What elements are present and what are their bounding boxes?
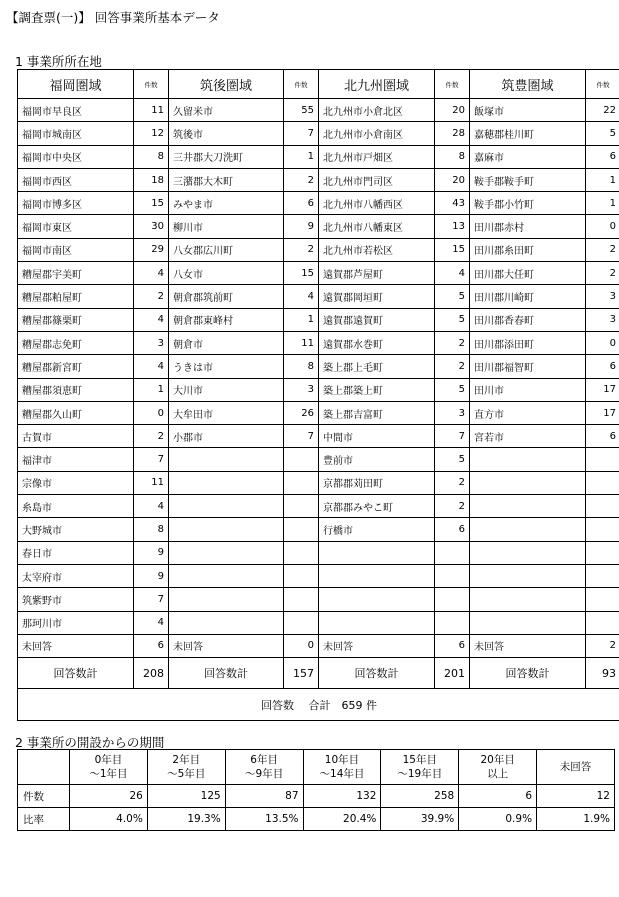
municipality-count: 3: [435, 401, 470, 424]
municipality-name: 未回答: [169, 634, 284, 657]
municipality-name: 朝倉市: [169, 331, 284, 354]
period-header: [303, 750, 381, 785]
municipality-name: 三潴郡大木町: [169, 168, 284, 191]
municipality-count: 8: [284, 355, 319, 378]
period-header: [459, 750, 537, 785]
municipality-name: 福岡市城南区: [18, 122, 134, 145]
municipality-count: [284, 471, 319, 494]
period-value: 12: [537, 785, 615, 808]
municipality-name: 那珂川市: [18, 611, 134, 634]
municipality-count: [586, 541, 619, 564]
municipality-count: [284, 611, 319, 634]
municipality-count: 2: [586, 238, 619, 261]
period-header: [70, 750, 148, 785]
municipality-name: 遠賀郡芦屋町: [319, 262, 435, 285]
municipality-name: 糟屋郡篠栗町: [18, 308, 134, 331]
municipality-name: 大牟田市: [169, 401, 284, 424]
municipality-count: 30: [134, 215, 169, 238]
period-table: [17, 749, 615, 831]
municipality-count: 3: [586, 285, 619, 308]
row-label: 比率: [18, 808, 70, 831]
region-header: 福岡圏域: [18, 70, 134, 99]
municipality-name: [470, 611, 586, 634]
municipality-name: 小郡市: [169, 425, 284, 448]
municipality-count: 22: [586, 99, 619, 122]
municipality-count: [586, 564, 619, 587]
region-header: 筑豊圏域: [470, 70, 586, 99]
row-label: 件数: [18, 785, 70, 808]
municipality-name: 朝倉郡東峰村: [169, 308, 284, 331]
municipality-count: 20: [435, 99, 470, 122]
municipality-count: 11: [284, 331, 319, 354]
municipality-name: [319, 541, 435, 564]
municipality-count: [435, 588, 470, 611]
municipality-count: 5: [435, 378, 470, 401]
municipality-name: 中間市: [319, 425, 435, 448]
municipality-name: 大川市: [169, 378, 284, 401]
municipality-name: [470, 448, 586, 471]
municipality-name: 京都郡苅田町: [319, 471, 435, 494]
municipality-name: 宗像市: [18, 471, 134, 494]
region-total-label: 回答数計: [470, 658, 586, 689]
region-total-value: 201: [435, 658, 470, 689]
municipality-count: 8: [435, 145, 470, 168]
period-header: [147, 750, 225, 785]
period-value: 125: [147, 785, 225, 808]
municipality-name: みやま市: [169, 192, 284, 215]
municipality-name: 太宰府市: [18, 564, 134, 587]
period-value: 6: [459, 785, 537, 808]
municipality-count: [435, 611, 470, 634]
municipality-name: 糸島市: [18, 495, 134, 518]
municipality-count: 1: [284, 308, 319, 331]
corner-cell: [18, 750, 70, 785]
period-header: [381, 750, 459, 785]
period-value: 13.5%: [225, 808, 303, 831]
period-header-line: ～1年目: [89, 768, 128, 780]
municipality-count: 4: [435, 262, 470, 285]
municipality-count: 13: [435, 215, 470, 238]
municipality-name: [169, 448, 284, 471]
municipality-name: 遠賀郡岡垣町: [319, 285, 435, 308]
period-header-line: ～5年目: [167, 768, 206, 780]
municipality-name: 田川郡赤村: [470, 215, 586, 238]
municipality-name: [470, 541, 586, 564]
municipality-count: 7: [284, 122, 319, 145]
count-header: 件数: [284, 70, 319, 99]
municipality-count: 17: [586, 401, 619, 424]
municipality-name: 田川郡糸田町: [470, 238, 586, 261]
municipality-count: [435, 541, 470, 564]
municipality-count: 11: [134, 471, 169, 494]
municipality-count: 7: [134, 588, 169, 611]
municipality-name: [319, 611, 435, 634]
municipality-name: 福岡市早良区: [18, 99, 134, 122]
period-header-line: 6年目: [250, 754, 278, 766]
municipality-count: 20: [435, 168, 470, 191]
municipality-count: [586, 471, 619, 494]
municipality-name: 糟屋郡宇美町: [18, 262, 134, 285]
municipality-name: 直方市: [470, 401, 586, 424]
municipality-name: [319, 564, 435, 587]
municipality-count: 2: [134, 285, 169, 308]
municipality-count: 2: [284, 238, 319, 261]
municipality-count: 0: [284, 634, 319, 657]
municipality-name: 福岡市西区: [18, 168, 134, 191]
period-header-line: 20年目: [480, 754, 515, 766]
region-total-label: 回答数計: [18, 658, 134, 689]
municipality-count: 1: [586, 192, 619, 215]
municipality-name: 筑紫野市: [18, 588, 134, 611]
municipality-count: 5: [435, 308, 470, 331]
municipality-name: 飯塚市: [470, 99, 586, 122]
municipality-count: 4: [134, 611, 169, 634]
municipality-name: 豊前市: [319, 448, 435, 471]
municipality-count: 43: [435, 192, 470, 215]
municipality-count: 2: [435, 331, 470, 354]
municipality-count: 8: [134, 518, 169, 541]
period-header-line: 2年目: [172, 754, 201, 766]
municipality-count: 1: [284, 145, 319, 168]
municipality-count: 1: [586, 168, 619, 191]
municipality-name: 北九州市八幡西区: [319, 192, 435, 215]
municipality-name: [470, 471, 586, 494]
municipality-count: 6: [284, 192, 319, 215]
municipality-count: 5: [586, 122, 619, 145]
municipality-name: [470, 564, 586, 587]
region-total-value: 93: [586, 658, 619, 689]
count-header: 件数: [435, 70, 470, 99]
municipality-count: 9: [284, 215, 319, 238]
municipality-name: 行橋市: [319, 518, 435, 541]
municipality-name: 福岡市中央区: [18, 145, 134, 168]
municipality-name: [169, 588, 284, 611]
municipality-count: 4: [284, 285, 319, 308]
municipality-name: 春日市: [18, 541, 134, 564]
municipality-name: 鞍手郡小竹町: [470, 192, 586, 215]
municipality-name: 八女郡広川町: [169, 238, 284, 261]
municipality-name: 未回答: [319, 634, 435, 657]
municipality-count: 11: [134, 99, 169, 122]
region-total-value: 157: [284, 658, 319, 689]
municipality-count: 9: [134, 541, 169, 564]
municipality-count: 3: [586, 308, 619, 331]
count-header: 件数: [134, 70, 169, 99]
municipality-count: 5: [435, 448, 470, 471]
municipality-name: 北九州市若松区: [319, 238, 435, 261]
municipality-name: 大野城市: [18, 518, 134, 541]
period-value: 19.3%: [147, 808, 225, 831]
municipality-name: 田川郡福智町: [470, 355, 586, 378]
period-value: 26: [70, 785, 148, 808]
municipality-count: [284, 564, 319, 587]
municipality-name: 築上郡吉富町: [319, 401, 435, 424]
municipality-count: 2: [586, 634, 619, 657]
municipality-count: 3: [134, 331, 169, 354]
municipality-count: 55: [284, 99, 319, 122]
municipality-count: 3: [284, 378, 319, 401]
municipality-count: 4: [134, 262, 169, 285]
municipality-name: 久留米市: [169, 99, 284, 122]
municipality-count: 7: [284, 425, 319, 448]
section1-heading: 1 事業所所在地: [15, 54, 102, 69]
period-value: 258: [381, 785, 459, 808]
municipality-name: 福岡市博多区: [18, 192, 134, 215]
municipality-count: 4: [134, 308, 169, 331]
municipality-name: 北九州市小倉北区: [319, 99, 435, 122]
period-header-line: ～14年目: [319, 768, 365, 780]
municipality-name: [319, 588, 435, 611]
municipality-count: 2: [284, 168, 319, 191]
municipality-name: 糟屋郡新宮町: [18, 355, 134, 378]
grand-total: 回答数 合計 659 件: [18, 689, 619, 721]
municipality-count: 6: [435, 518, 470, 541]
municipality-name: 京都郡みやこ町: [319, 495, 435, 518]
municipality-count: 12: [134, 122, 169, 145]
municipality-name: 福岡市南区: [18, 238, 134, 261]
municipality-name: [470, 588, 586, 611]
municipality-name: [169, 518, 284, 541]
count-header: 件数: [586, 70, 619, 99]
municipality-name: 朝倉郡筑前町: [169, 285, 284, 308]
period-value: 87: [225, 785, 303, 808]
municipality-name: 糟屋郡粕屋町: [18, 285, 134, 308]
municipality-count: 4: [134, 355, 169, 378]
municipality-count: 2: [435, 471, 470, 494]
municipality-name: [470, 518, 586, 541]
municipality-name: 築上郡築上町: [319, 378, 435, 401]
municipality-count: 6: [586, 355, 619, 378]
municipality-count: 26: [284, 401, 319, 424]
period-value: 132: [303, 785, 381, 808]
municipality-name: 宮若市: [470, 425, 586, 448]
municipality-name: [169, 611, 284, 634]
municipality-name: 遠賀郡水巻町: [319, 331, 435, 354]
municipality-count: 9: [134, 564, 169, 587]
municipality-name: 未回答: [470, 634, 586, 657]
municipality-count: 2: [435, 355, 470, 378]
municipality-count: 15: [435, 238, 470, 261]
municipality-count: [284, 495, 319, 518]
period-header-line: 未回答: [559, 761, 592, 773]
municipality-count: 18: [134, 168, 169, 191]
region-header: 北九州圏域: [319, 70, 435, 99]
municipality-count: [586, 448, 619, 471]
municipality-name: 田川郡大任町: [470, 262, 586, 285]
page-title: 【調査票(一)】 回答事業所基本データ: [6, 10, 220, 25]
municipality-name: 北九州市門司区: [319, 168, 435, 191]
municipality-name: 福岡市東区: [18, 215, 134, 238]
municipality-count: [586, 495, 619, 518]
municipality-name: [169, 471, 284, 494]
municipality-name: 古賀市: [18, 425, 134, 448]
municipality-count: [586, 611, 619, 634]
region-total-label: 回答数計: [319, 658, 435, 689]
municipality-count: 0: [586, 215, 619, 238]
municipality-count: 8: [134, 145, 169, 168]
municipality-count: 7: [435, 425, 470, 448]
period-value: 4.0%: [70, 808, 148, 831]
municipality-count: [435, 564, 470, 587]
municipality-name: 嘉麻市: [470, 145, 586, 168]
municipality-count: 17: [586, 378, 619, 401]
municipality-name: 糟屋郡久山町: [18, 401, 134, 424]
municipality-name: [169, 564, 284, 587]
municipality-name: 鞍手郡鞍手町: [470, 168, 586, 191]
municipality-count: 5: [435, 285, 470, 308]
municipality-count: [586, 518, 619, 541]
period-header-line: 10年目: [324, 754, 360, 766]
municipality-count: 6: [586, 425, 619, 448]
municipality-count: 4: [134, 495, 169, 518]
municipality-count: 2: [586, 262, 619, 285]
period-header-line: 0年目: [94, 754, 123, 766]
region-total-value: 208: [134, 658, 169, 689]
region-header: 筑後圏域: [169, 70, 284, 99]
location-table: [17, 69, 619, 721]
municipality-name: 嘉穂郡桂川町: [470, 122, 586, 145]
period-header: [225, 750, 303, 785]
municipality-count: 0: [134, 401, 169, 424]
municipality-name: 田川郡添田町: [470, 331, 586, 354]
municipality-name: 糟屋郡志免町: [18, 331, 134, 354]
municipality-name: 未回答: [18, 634, 134, 657]
municipality-name: 田川郡香春町: [470, 308, 586, 331]
period-header-line: 15年目: [402, 754, 437, 766]
municipality-count: 28: [435, 122, 470, 145]
municipality-name: 田川市: [470, 378, 586, 401]
municipality-name: 遠賀郡遠賀町: [319, 308, 435, 331]
municipality-name: [169, 495, 284, 518]
municipality-count: 7: [134, 448, 169, 471]
municipality-name: 築上郡上毛町: [319, 355, 435, 378]
municipality-name: 柳川市: [169, 215, 284, 238]
municipality-name: 北九州市小倉南区: [319, 122, 435, 145]
municipality-name: 北九州市八幡東区: [319, 215, 435, 238]
period-value: 39.9%: [381, 808, 459, 831]
municipality-name: 福津市: [18, 448, 134, 471]
municipality-count: 2: [435, 495, 470, 518]
period-value: 1.9%: [537, 808, 615, 831]
municipality-name: うきは市: [169, 355, 284, 378]
municipality-name: 八女市: [169, 262, 284, 285]
period-header-line: ～19年目: [397, 768, 443, 780]
municipality-count: 15: [134, 192, 169, 215]
period-value: 0.9%: [459, 808, 537, 831]
region-total-label: 回答数計: [169, 658, 284, 689]
municipality-count: 0: [586, 331, 619, 354]
period-header: [537, 750, 615, 785]
municipality-count: [586, 588, 619, 611]
municipality-count: 6: [435, 634, 470, 657]
municipality-count: 6: [586, 145, 619, 168]
section2-heading: 2 事業所の開設からの期間: [15, 735, 165, 750]
municipality-name: 筑後市: [169, 122, 284, 145]
municipality-count: 1: [134, 378, 169, 401]
municipality-count: [284, 448, 319, 471]
period-header-line: ～9年目: [245, 768, 284, 780]
municipality-count: 29: [134, 238, 169, 261]
municipality-count: [284, 541, 319, 564]
period-value: 20.4%: [303, 808, 381, 831]
municipality-count: 2: [134, 425, 169, 448]
municipality-count: 15: [284, 262, 319, 285]
municipality-name: 北九州市戸畑区: [319, 145, 435, 168]
municipality-count: [284, 518, 319, 541]
municipality-name: [169, 541, 284, 564]
municipality-name: 糟屋郡須恵町: [18, 378, 134, 401]
municipality-name: 三井郡大刀洗町: [169, 145, 284, 168]
municipality-name: [470, 495, 586, 518]
municipality-name: 田川郡川崎町: [470, 285, 586, 308]
municipality-count: 6: [134, 634, 169, 657]
municipality-count: [284, 588, 319, 611]
period-header-line: 以上: [487, 768, 509, 780]
